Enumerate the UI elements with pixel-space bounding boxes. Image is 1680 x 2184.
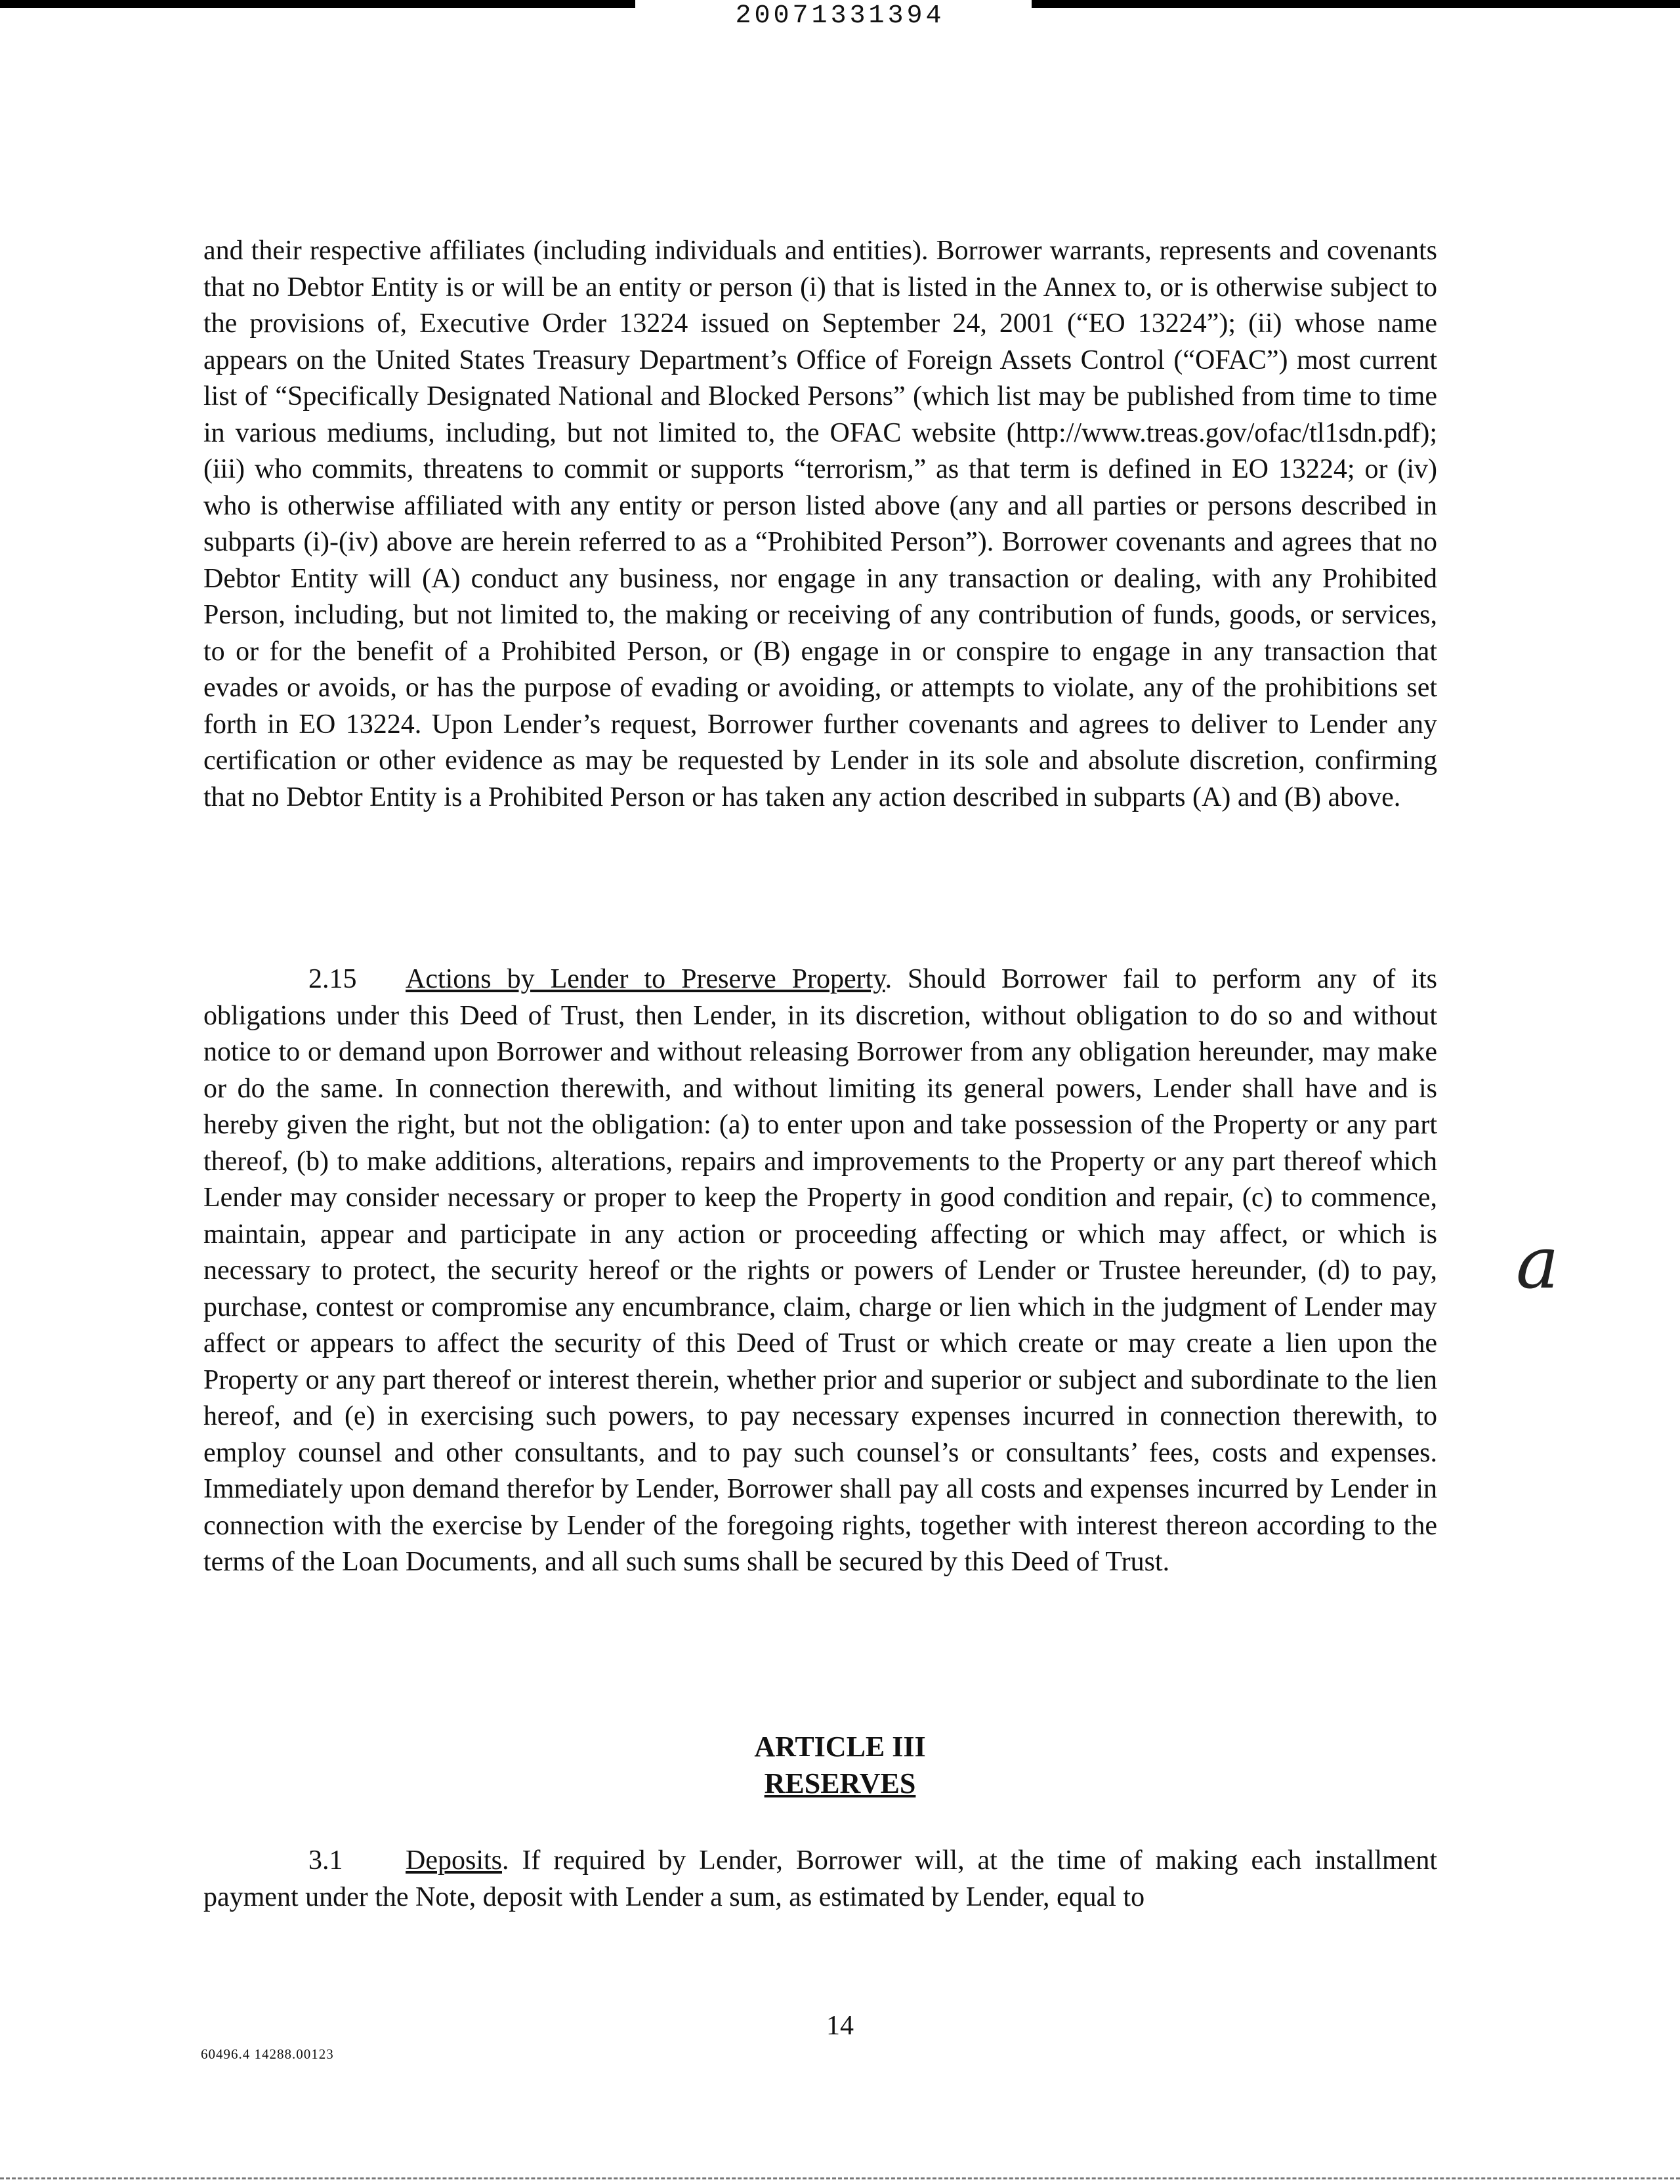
bottom-scan-edge bbox=[0, 2177, 1680, 2179]
section-2-15-number: 2.15 bbox=[308, 964, 357, 994]
section-2-15-text: . Should Borrower fail to perform any of its obligations under this Deed of Trust, then Lender, in its discretion, without obligation to do so and without notice to or demand upon Borrower and without releasing Borrower from any obligation hereunder, may make or do the same. In connection therewith, and without limiting its general powers, Lender shall have and is hereby given the right, but not the obligation: (a) to enter upon and take possession of the Property or any part thereof, (b) to make additions, alterations, repairs and improvements to the Property or any part thereof which Lender may consider necessary or proper to keep the Property in good condition and repair, (c) to commence, maintain, appear and participate in any action or proceeding affecting or which may affect, or which is necessary to protect, the security hereof or the rights or powers of Lender or Trustee hereunder, (d) to pay, purchase, contest or compromise any encumbrance, claim, charge or lien which in the judgment of Lender may affect or appears to affect the security of this Deed of Trust or which create or may create a lien upon the Property or any part thereof or interest therein, whether prior and superior or subject and subordinate to the lien hereof, and (e) in exercising such powers, to pay necessary expenses incurred in connection therewith, to employ counsel and other consultants, and to pay such counsel’s or consultants’ fees, costs and expenses. Immediately upon demand therefor by Lender, Borrower shall pay all costs and expenses incurred by Lender in connection with the exercise by Lender of the foregoing rights, together with interest thereon according to the terms of the Loan Documents, and all such sums shall be secured by this Deed of Trust. bbox=[203, 964, 1438, 1577]
footer-document-code: 60496.4 14288.00123 bbox=[201, 2046, 334, 2062]
section-2-15 bbox=[203, 961, 1437, 1581]
article-heading: ARTICLE III bbox=[754, 1731, 926, 1763]
handwritten-initial-mark: a bbox=[1516, 1221, 1559, 1305]
article-title: RESERVES bbox=[764, 1767, 916, 1799]
section-3-1-heading: Deposits bbox=[406, 1845, 502, 1876]
section-2-15-heading: Actions by Lender to Preserve Property bbox=[406, 964, 885, 994]
page-number: 14 bbox=[826, 2011, 854, 2041]
section-3-1-text: . If required by Lender, Borrower will, at the time of making each installment payment under the Note, deposit with Lender a sum, as estimated by Lender, equal to bbox=[203, 1845, 1437, 1912]
section-3-1-number: 3.1 bbox=[308, 1845, 343, 1876]
article-heading-block bbox=[0, 1729, 1680, 1802]
paragraph-continuation: and their respective affiliates (including individuals and entities). Borrower warrants, represents and covenants that no Debtor Entity is or will be an entity or person (i) that is listed in the Annex to, or is otherwise subject to the provisions of, Executive Order 13224 issued on September 24, 2001 (“EO 13224”); (ii) whose name appears on the United States Treasury Department’s Office of Foreign Assets Control (“OFAC”) most current list of “Specifically Designated National and Blocked Persons” (which list may be published from time to time in various mediums, including, but not limited to, the OFAC website (http://www.treas.gov/ofac/tl1sdn.pdf); (iii) who commits, threatens to commit or supports “terrorism,” as that term is defined in EO 13224; or (iv) who is otherwise affiliated with any entity or person listed above (any and all parties or persons described in subparts (i)-(iv) above are herein referred to as a “Prohibited Person”). Borrower covenants and agrees that no Debtor Entity will (A) conduct any business, nor engage in any transaction or dealing, with any Prohibited Person, including, but not limited to, the making or receiving of any contribution of funds, goods, or services, to or for the benefit of a Prohibited Person, or (B) engage in or conspire to engage in any transaction that evades or avoids, or has the purpose of evading or avoiding, or attempts to violate, any of the prohibitions set forth in EO 13224. Upon Lender’s request, Borrower further covenants and agrees to deliver to Lender any certification or other evidence as may be requested by Lender in its sole and absolute discretion, confirming that no Debtor Entity is a Prohibited Person or has taken any action described in subparts (A) and (B) above. bbox=[203, 236, 1437, 812]
document-number: 20071331394 bbox=[735, 1, 945, 31]
section-3-1 bbox=[203, 1843, 1437, 1916]
